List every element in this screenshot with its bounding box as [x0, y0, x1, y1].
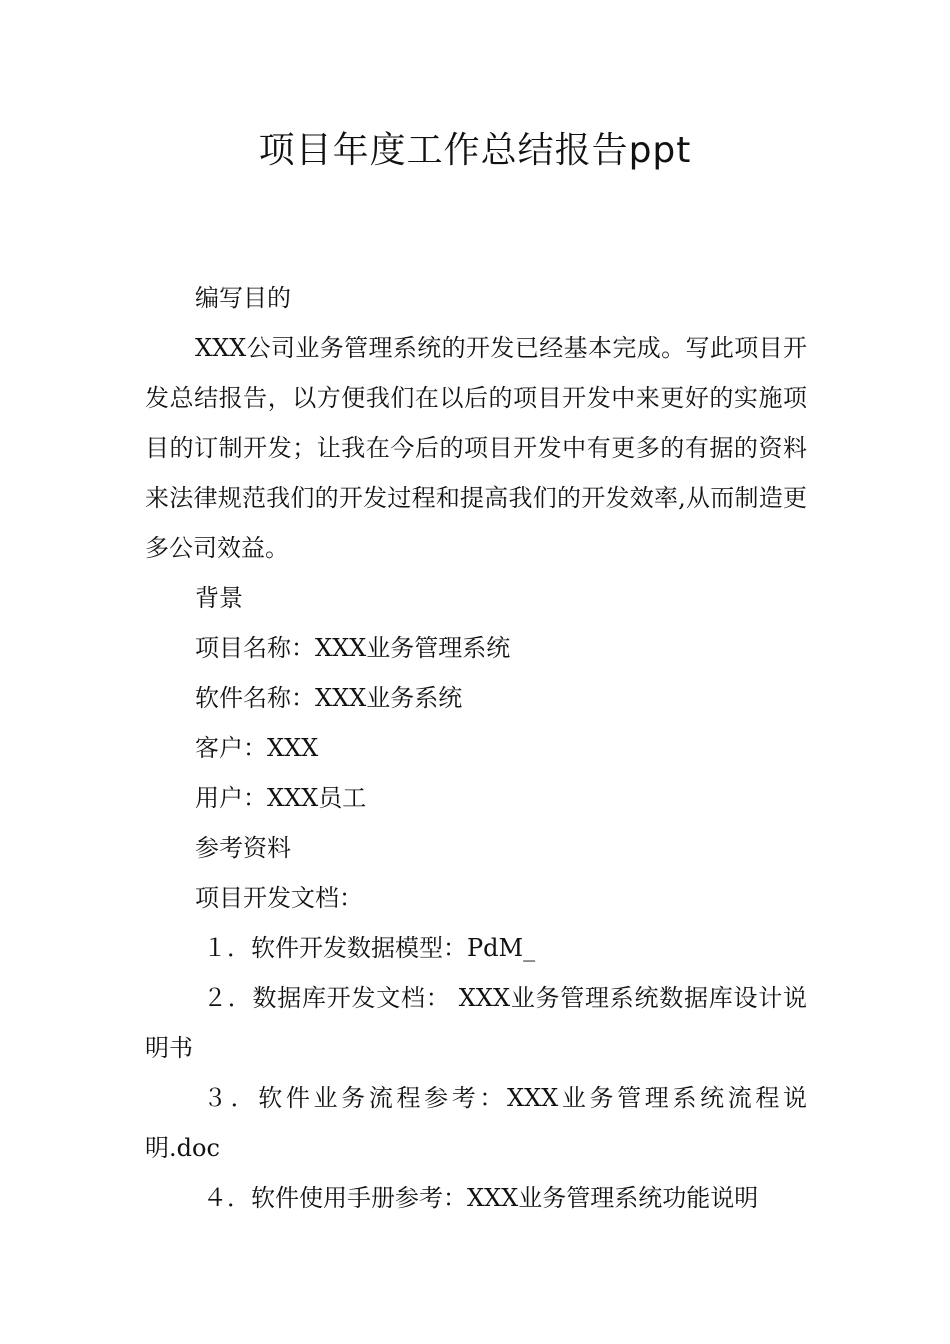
- section-heading-background: 背景: [195, 584, 243, 612]
- project-docs-line: 项目开发文档：: [195, 884, 363, 912]
- reference-item-3: ３．软件业务流程参考：XXX业务管理系统流程说明.doc: [145, 1084, 807, 1162]
- reference-item-4: ４．软件使用手册参考：XXX业务管理系统功能说明: [203, 1184, 759, 1212]
- reference-item-2: ２．数据库开发文档： XXX业务管理系统数据库设计说明书: [145, 984, 807, 1062]
- client-line: 客户：XXX: [195, 734, 319, 762]
- user-line: 用户：XXX员工: [195, 784, 367, 812]
- reference-item-1: １．软件开发数据模型：PdM_: [203, 934, 536, 962]
- section-heading-purpose: 编写目的: [195, 284, 291, 312]
- document-title: 项目年度工作总结报告ppt: [258, 130, 692, 171]
- document-body: [145, 273, 807, 1223]
- purpose-paragraph: XXX公司业务管理系统的开发已经基本完成。写此项目开发总结报告，以方便我们在以后的项目开发中来更好的实施项目的订制开发；让我在今后的项目开发中有更多的有据的资料来法律规范我们的开发过程和提高我们的开发效率,从而制造更多公司效益。: [145, 334, 807, 562]
- software-name-line: 软件名称：XXX业务系统: [195, 684, 463, 712]
- section-heading-references: 参考资料: [195, 834, 291, 862]
- project-name-line: 项目名称：XXX业务管理系统: [195, 634, 511, 662]
